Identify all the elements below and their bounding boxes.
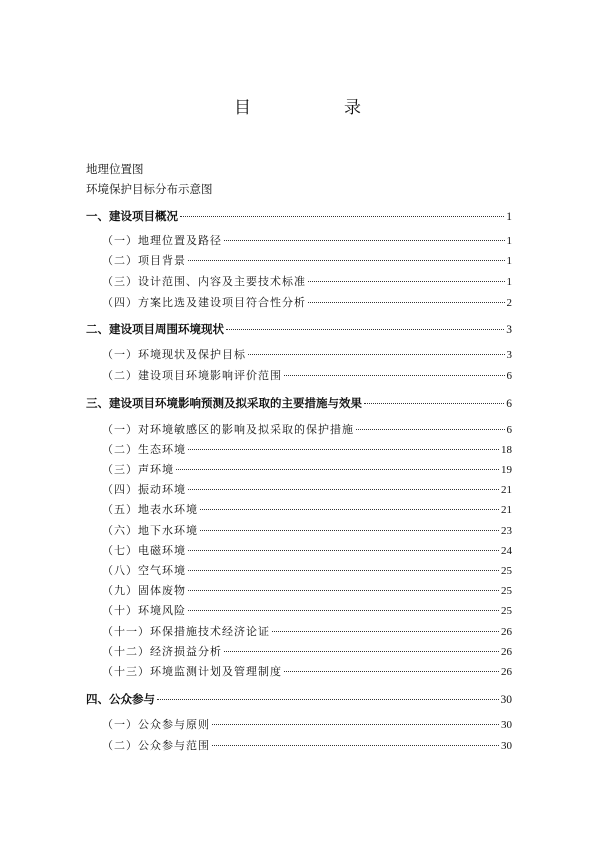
toc-dot-leader (272, 631, 499, 632)
toc-page-number: 26 (501, 666, 512, 678)
toc-chapter[interactable] (86, 209, 512, 224)
toc-page-number: 21 (501, 484, 512, 496)
toc-chapter[interactable] (86, 692, 512, 707)
toc-dot-leader (284, 671, 499, 672)
toc-entry-text: （八）空气环境 (102, 564, 186, 577)
toc-section[interactable] (102, 544, 512, 558)
toc-entry-text: （一）公众参与原则 (102, 718, 210, 731)
toc-entry-text: （四）振动环境 (102, 483, 186, 496)
toc-dot-leader (224, 240, 505, 241)
toc-page-number: 26 (501, 626, 512, 638)
toc-section[interactable] (102, 296, 512, 310)
toc-dot-leader (308, 302, 505, 303)
toc-page-number: 23 (501, 525, 512, 537)
toc-entry-text: （一）地理位置及路径 (102, 234, 222, 247)
toc-page-number: 30 (501, 719, 512, 731)
toc-dot-leader (188, 489, 499, 490)
toc-section[interactable] (102, 564, 512, 578)
toc-section[interactable] (102, 254, 512, 268)
toc-dot-leader (188, 590, 499, 591)
toc-section[interactable] (102, 503, 512, 517)
toc-entry-text: 三、建设项目环境影响预测及拟采取的主要措施与效果 (86, 396, 362, 410)
toc-section[interactable] (102, 584, 512, 598)
toc-entry-text: （二）项目背景 (102, 254, 186, 267)
toc-entry-text: （二）生态环境 (102, 443, 186, 456)
toc-entry-text: （十二）经济损益分析 (102, 645, 222, 658)
toc-page-number: 18 (501, 444, 512, 456)
toc-page-number: 6 (506, 424, 512, 436)
toc-dot-leader (188, 610, 499, 611)
toc-section[interactable] (102, 443, 512, 457)
toc-page-number: 25 (501, 565, 512, 577)
toc-entry-text: （三）声环境 (102, 463, 174, 476)
toc-page-number: 19 (501, 464, 512, 476)
toc-page-number: 1 (506, 211, 512, 223)
toc-section[interactable] (102, 463, 512, 477)
toc-entry-text: （十一）环保措施技术经济论证 (102, 625, 270, 638)
pre-item-location-map[interactable]: 地理位置图 (86, 162, 144, 176)
toc-dot-leader (180, 216, 504, 217)
toc-section[interactable] (102, 604, 512, 618)
toc-dot-leader (364, 403, 504, 404)
toc-page-number: 1 (506, 276, 512, 288)
toc-page-number: 1 (506, 235, 512, 247)
toc-entry-text: （二）公众参与范围 (102, 739, 210, 752)
toc-page-number: 2 (506, 297, 512, 309)
toc-entry-text: （五）地表水环境 (102, 503, 198, 516)
toc-page-number: 3 (506, 349, 512, 361)
toc-page-number: 25 (501, 605, 512, 617)
toc-entry-text: （六）地下水环境 (102, 524, 198, 537)
toc-page-number: 1 (506, 255, 512, 267)
toc-dot-leader (188, 449, 499, 450)
toc-entry-text: （三）设计范围、内容及主要技术标准 (102, 275, 306, 288)
toc-page-number: 24 (501, 545, 512, 557)
toc-entry-text: （十）环境风险 (102, 604, 186, 617)
toc-dot-leader (176, 469, 499, 470)
toc-section[interactable] (102, 483, 512, 497)
toc-section[interactable] (102, 423, 512, 437)
toc-entry-text: （九）固体废物 (102, 584, 186, 597)
toc-section[interactable] (102, 645, 512, 659)
toc-chapter[interactable] (86, 396, 512, 411)
toc-dot-leader (248, 354, 505, 355)
toc-section[interactable] (102, 718, 512, 732)
toc-page-number: 26 (501, 646, 512, 658)
toc-section[interactable] (102, 369, 512, 383)
toc-section[interactable] (102, 625, 512, 639)
page-title: 目 录 (234, 98, 399, 118)
toc-dot-leader (188, 570, 499, 571)
toc-dot-leader (157, 699, 499, 700)
toc-page-number: 25 (501, 585, 512, 597)
toc-section[interactable] (102, 524, 512, 538)
toc-section[interactable] (102, 348, 512, 362)
toc-entry-text: 四、公众参与 (86, 692, 155, 706)
toc-dot-leader (212, 724, 499, 725)
toc-entry-text: （一）环境现状及保护目标 (102, 348, 246, 361)
toc-entry-text: （十三）环境监测计划及管理制度 (102, 665, 282, 678)
toc-entry-text: （二）建设项目环境影响评价范围 (102, 369, 282, 382)
toc-section[interactable] (102, 275, 512, 289)
pre-item-protection-map[interactable]: 环境保护目标分布示意图 (86, 182, 213, 196)
toc-entry-text: （四）方案比选及建设项目符合性分析 (102, 296, 306, 309)
toc-dot-leader (212, 745, 499, 746)
toc-chapter[interactable] (86, 322, 512, 337)
toc-dot-leader (226, 329, 504, 330)
toc-section[interactable] (102, 739, 512, 753)
toc-dot-leader (284, 375, 505, 376)
toc-dot-leader (200, 509, 499, 510)
toc-entry-text: 一、建设项目概况 (86, 209, 178, 223)
toc-page-number: 30 (501, 740, 512, 752)
toc-page-number: 6 (506, 398, 512, 410)
toc-dot-leader (200, 530, 499, 531)
toc-dot-leader (188, 260, 505, 261)
toc-section[interactable] (102, 665, 512, 679)
toc-section[interactable] (102, 234, 512, 248)
toc-dot-leader (308, 281, 505, 282)
toc-page-number: 3 (506, 324, 512, 336)
toc-dot-leader (188, 550, 499, 551)
toc-entry-text: （七）电磁环境 (102, 544, 186, 557)
toc-page-number: 6 (506, 370, 512, 382)
toc-page-number: 30 (500, 694, 512, 706)
toc-dot-leader (224, 651, 499, 652)
toc-entry-text: 二、建设项目周围环境现状 (86, 322, 224, 336)
toc-entry-text: （一）对环境敏感区的影响及拟采取的保护措施 (102, 423, 354, 436)
toc-page-number: 21 (501, 504, 512, 516)
toc-dot-leader (356, 429, 505, 430)
